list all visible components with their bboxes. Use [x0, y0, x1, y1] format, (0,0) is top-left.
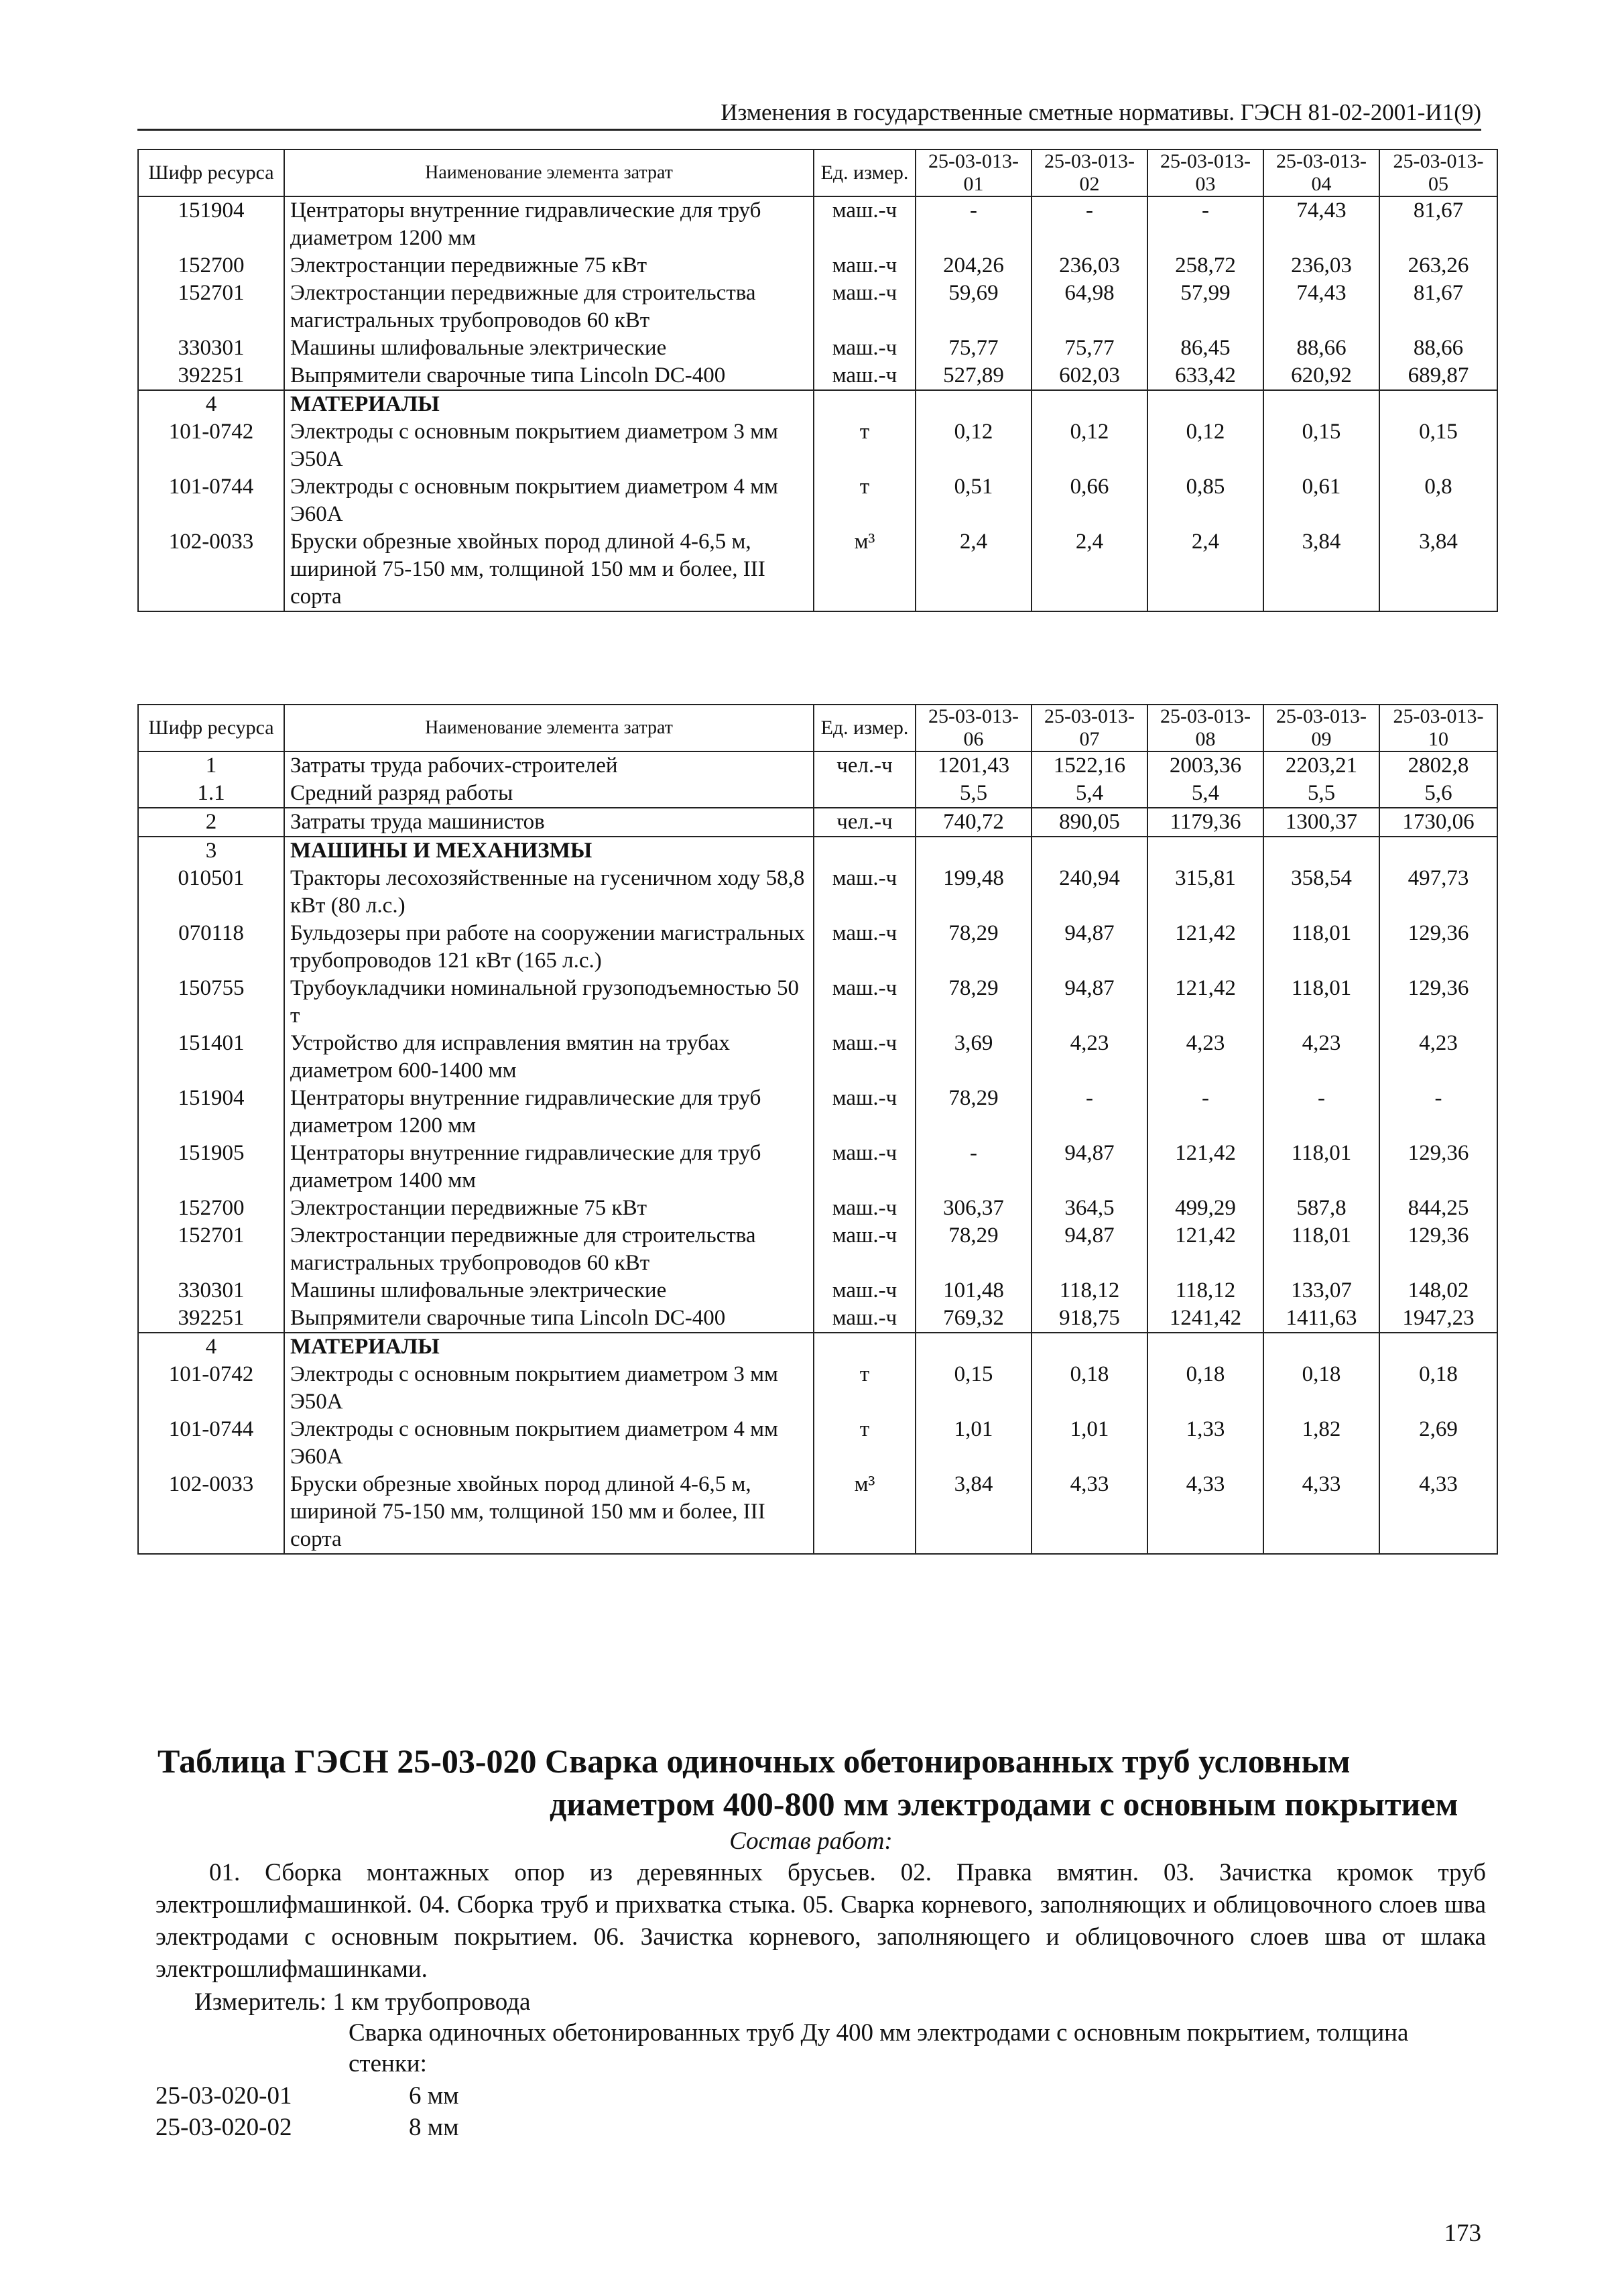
resource-value: 121,42	[1147, 1140, 1263, 1195]
resource-value	[1032, 390, 1147, 418]
resource-value: 844,25	[1379, 1195, 1497, 1222]
work-composition-title: Состав работ:	[729, 1827, 893, 1855]
column-header: Наименование элемента затрат	[284, 149, 814, 196]
resource-value	[1147, 390, 1263, 418]
resource-unit: т	[814, 1361, 916, 1416]
resource-value: 315,81	[1147, 865, 1263, 920]
resource-code: 101-0744	[138, 1416, 284, 1471]
resource-value: 0,66	[1032, 473, 1147, 528]
resource-value: 81,67	[1379, 196, 1497, 252]
resource-name: Выпрямители сварочные типа Lincoln DC-400	[284, 362, 814, 390]
resource-value: 5,5	[916, 780, 1032, 808]
resource-value	[916, 1333, 1032, 1361]
resource-name: Электроды с основным покрытием диаметром 3 мм Э50А	[284, 418, 814, 473]
resource-unit: маш.-ч	[814, 1140, 916, 1195]
resource-value: 0,15	[1263, 418, 1379, 473]
table-row	[138, 837, 1497, 865]
resource-value: 1,82	[1263, 1416, 1379, 1471]
resource-name: Электроды с основным покрытием диаметром 4 мм Э60А	[284, 1416, 814, 1471]
norm-code-row	[155, 2113, 459, 2142]
resource-code: 101-0742	[138, 418, 284, 473]
resource-value: 0,12	[1147, 418, 1263, 473]
resource-value: 94,87	[1032, 1222, 1147, 1277]
table-row	[138, 280, 1497, 335]
resource-value: 2,4	[1032, 528, 1147, 611]
resource-name: Электроды с основным покрытием диаметром 3 мм Э50А	[284, 1361, 814, 1416]
resource-value: 633,42	[1147, 362, 1263, 390]
resource-value: 1522,16	[1032, 751, 1147, 780]
resource-code: 152701	[138, 1222, 284, 1277]
page-header	[137, 94, 1481, 131]
resource-value: 118,01	[1263, 1222, 1379, 1277]
resource-value: 240,94	[1032, 865, 1147, 920]
resource-code: 3	[138, 837, 284, 865]
table-row	[138, 1222, 1497, 1277]
table-row	[138, 920, 1497, 975]
resource-value: 364,5	[1032, 1195, 1147, 1222]
resource-value: 2802,8	[1379, 751, 1497, 780]
column-header: 25-03-013-04	[1263, 149, 1379, 196]
resource-value: 81,67	[1379, 280, 1497, 335]
section-title-line1: Таблица ГЭСН 25-03-020 Сварка одиночных обетонированных труб условным	[158, 1742, 1351, 1780]
resource-value: 0,18	[1032, 1361, 1147, 1416]
resource-name: Электростанции передвижные для строительства магистральных трубопроводов 60 кВт	[284, 1222, 814, 1277]
resource-value: 0,61	[1263, 473, 1379, 528]
table-row	[138, 1277, 1497, 1305]
resource-code: 151904	[138, 196, 284, 252]
resource-value: 4,33	[1147, 1471, 1263, 1554]
table-row	[138, 1195, 1497, 1222]
resource-value: 2,4	[916, 528, 1032, 611]
resource-value: 94,87	[1032, 975, 1147, 1030]
section-title-line2: диаметром 400-800 мм электродами с основным покрытием	[550, 1785, 1458, 1823]
resource-name: Машины шлифовальные электрические	[284, 1277, 814, 1305]
resource-value: 118,01	[1263, 920, 1379, 975]
resource-value: 86,45	[1147, 335, 1263, 362]
resource-code: 070118	[138, 920, 284, 975]
table-row	[138, 1140, 1497, 1195]
resource-unit: маш.-ч	[814, 1195, 916, 1222]
resource-name: МАШИНЫ И МЕХАНИЗМЫ	[284, 837, 814, 865]
resource-value: 587,8	[1263, 1195, 1379, 1222]
resource-value: 1,01	[916, 1416, 1032, 1471]
resource-value: 3,84	[1263, 528, 1379, 611]
table-row	[138, 1085, 1497, 1140]
resource-value: 59,69	[916, 280, 1032, 335]
resource-value: 236,03	[1263, 252, 1379, 280]
table-row	[138, 1305, 1497, 1333]
resource-value: 78,29	[916, 1222, 1032, 1277]
resource-value: 5,4	[1147, 780, 1263, 808]
resource-unit: маш.-ч	[814, 335, 916, 362]
resource-value: 121,42	[1147, 920, 1263, 975]
table-row	[138, 1361, 1497, 1416]
resource-value: 129,36	[1379, 975, 1497, 1030]
resource-value: 101,48	[916, 1277, 1032, 1305]
resource-code: 150755	[138, 975, 284, 1030]
resource-value: 499,29	[1147, 1195, 1263, 1222]
resource-unit: т	[814, 473, 916, 528]
column-header: 25-03-013-10	[1379, 705, 1497, 751]
resource-value: 1241,42	[1147, 1305, 1263, 1333]
resource-name: Затраты труда машинистов	[284, 808, 814, 837]
resource-code: 4	[138, 1333, 284, 1361]
resource-value	[916, 390, 1032, 418]
table-row	[138, 362, 1497, 390]
resource-value	[1263, 837, 1379, 865]
resource-code: 1.1	[138, 780, 284, 808]
resource-name: Электростанции передвижные для строительства магистральных трубопроводов 60 кВт	[284, 280, 814, 335]
resource-value: 0,12	[1032, 418, 1147, 473]
resource-value: 0,18	[1147, 1361, 1263, 1416]
resource-unit: чел.-ч	[814, 751, 916, 780]
resource-value	[1147, 1333, 1263, 1361]
resource-code: 4	[138, 390, 284, 418]
resource-value: 1730,06	[1379, 808, 1497, 837]
column-header: 25-03-013-02	[1032, 149, 1147, 196]
resource-value: 4,23	[1379, 1030, 1497, 1085]
resource-value: 2,69	[1379, 1416, 1497, 1471]
resource-value: 129,36	[1379, 1140, 1497, 1195]
column-header: 25-03-013-06	[916, 705, 1032, 751]
column-header: 25-03-013-03	[1147, 149, 1263, 196]
resource-value	[916, 837, 1032, 865]
resource-value: 88,66	[1379, 335, 1497, 362]
resource-value: 204,26	[916, 252, 1032, 280]
table-row	[138, 528, 1497, 611]
column-header: 25-03-013-08	[1147, 705, 1263, 751]
resource-value: 78,29	[916, 920, 1032, 975]
resource-name: Бруски обрезные хвойных пород длиной 4-6,5 м, шириной 75-150 мм, толщиной 150 мм и более, III сорта	[284, 1471, 814, 1554]
resource-name: МАТЕРИАЛЫ	[284, 390, 814, 418]
resource-value: 890,05	[1032, 808, 1147, 837]
column-header: 25-03-013-09	[1263, 705, 1379, 751]
table-row	[138, 975, 1497, 1030]
meter-text: Измеритель: 1 км трубопровода	[194, 1988, 531, 2016]
resource-value: 57,99	[1147, 280, 1263, 335]
table-row	[138, 780, 1497, 808]
resource-value: 1947,23	[1379, 1305, 1497, 1333]
resource-value	[1379, 1333, 1497, 1361]
resource-value: 74,43	[1263, 196, 1379, 252]
norm-code: 25-03-020-01	[155, 2082, 292, 2110]
resource-value: 74,43	[1263, 280, 1379, 335]
resource-name: Средний разряд работы	[284, 780, 814, 808]
resource-value: 133,07	[1263, 1277, 1379, 1305]
resource-value: 129,36	[1379, 920, 1497, 975]
resource-unit: маш.-ч	[814, 252, 916, 280]
resource-value: 118,01	[1263, 1140, 1379, 1195]
resource-name: Тракторы лесохозяйственные на гусеничном ходу 58,8 кВт (80 л.с.)	[284, 865, 814, 920]
resource-unit: маш.-ч	[814, 1085, 916, 1140]
column-header: 25-03-013-07	[1032, 705, 1147, 751]
resource-name: Бруски обрезные хвойных пород длиной 4-6,5 м, шириной 75-150 мм, толщиной 150 мм и более, III сорта	[284, 528, 814, 611]
resource-unit: м³	[814, 1471, 916, 1554]
resource-value: 129,36	[1379, 1222, 1497, 1277]
norm-code-row	[155, 2081, 459, 2110]
resource-value: 1201,43	[916, 751, 1032, 780]
resource-unit	[814, 837, 916, 865]
resource-code: 151904	[138, 1085, 284, 1140]
resource-code: 010501	[138, 865, 284, 920]
resource-value	[1263, 1333, 1379, 1361]
resource-name: МАТЕРИАЛЫ	[284, 1333, 814, 1361]
resource-code: 151401	[138, 1030, 284, 1085]
resource-value: 121,42	[1147, 975, 1263, 1030]
resource-value: 4,23	[1032, 1030, 1147, 1085]
resource-unit	[814, 390, 916, 418]
resource-name: Выпрямители сварочные типа Lincoln DC-400	[284, 1305, 814, 1333]
table-row	[138, 751, 1497, 780]
resource-code: 392251	[138, 1305, 284, 1333]
resource-value: 5,5	[1263, 780, 1379, 808]
resource-name: Бульдозеры при работе на сооружении магистральных трубопроводов 121 кВт (165 л.с.)	[284, 920, 814, 975]
resource-value: 88,66	[1263, 335, 1379, 362]
resource-code: 102-0033	[138, 1471, 284, 1554]
resource-code: 152700	[138, 252, 284, 280]
resource-value: 4,23	[1263, 1030, 1379, 1085]
table-row	[138, 252, 1497, 280]
table-row	[138, 196, 1497, 252]
resource-code: 1	[138, 751, 284, 780]
resource-value: 0,85	[1147, 473, 1263, 528]
resource-value: 769,32	[916, 1305, 1032, 1333]
resource-name: Устройство для исправления вмятин на трубах диаметром 600-1400 мм	[284, 1030, 814, 1085]
resource-code: 330301	[138, 1277, 284, 1305]
resource-value: -	[1032, 1085, 1147, 1140]
resource-name: Трубоукладчики номинальной грузоподъемностью 50 т	[284, 975, 814, 1030]
resource-unit: маш.-ч	[814, 1277, 916, 1305]
resource-value: -	[1147, 1085, 1263, 1140]
table-row	[138, 808, 1497, 837]
resource-name: Центраторы внутренние гидравлические для труб диаметром 1400 мм	[284, 1140, 814, 1195]
table-row	[138, 1416, 1497, 1471]
page-number: 173	[1444, 2220, 1481, 2247]
resource-unit: м³	[814, 528, 916, 611]
header-text: Изменения в государственные сметные нормативы. ГЭСН 81-02-2001-И1(9)	[721, 99, 1481, 125]
resource-value: 0,8	[1379, 473, 1497, 528]
resource-value: 2,4	[1147, 528, 1263, 611]
resource-unit: маш.-ч	[814, 865, 916, 920]
table-row	[138, 473, 1497, 528]
resource-value: 3,69	[916, 1030, 1032, 1085]
resource-name: Электростанции передвижные 75 кВт	[284, 1195, 814, 1222]
resource-table-2	[137, 704, 1498, 1555]
resource-value: 75,77	[916, 335, 1032, 362]
resource-value: 4,23	[1147, 1030, 1263, 1085]
resource-value: 497,73	[1379, 865, 1497, 920]
norm-value: 6 мм	[409, 2082, 459, 2110]
resource-value: 5,4	[1032, 780, 1147, 808]
resource-code: 330301	[138, 335, 284, 362]
resource-value: 0,51	[916, 473, 1032, 528]
resource-value: 94,87	[1032, 920, 1147, 975]
resource-name: Затраты труда рабочих-строителей	[284, 751, 814, 780]
resource-value: 689,87	[1379, 362, 1497, 390]
resource-unit: маш.-ч	[814, 196, 916, 252]
column-header: Шифр ресурса	[138, 149, 284, 196]
resource-value: 78,29	[916, 1085, 1032, 1140]
resource-value	[1032, 837, 1147, 865]
resource-value: 620,92	[1263, 362, 1379, 390]
resource-value: 0,18	[1379, 1361, 1497, 1416]
table-row	[138, 418, 1497, 473]
resource-value: 199,48	[916, 865, 1032, 920]
norm-description: Сварка одиночных обетонированных труб Ду 400 мм электродами с основным покрытием, толщина стенки:	[349, 2019, 1409, 2077]
resource-value: -	[1379, 1085, 1497, 1140]
resource-value: 4,33	[1263, 1471, 1379, 1554]
resource-unit: маш.-ч	[814, 280, 916, 335]
resource-code: 101-0742	[138, 1361, 284, 1416]
column-header: Наименование элемента затрат	[284, 705, 814, 751]
table-row	[138, 1471, 1497, 1554]
resource-unit: маш.-ч	[814, 1222, 916, 1277]
resource-code: 101-0744	[138, 473, 284, 528]
resource-value	[1032, 1333, 1147, 1361]
table-row	[138, 390, 1497, 418]
resource-value: 3,84	[1379, 528, 1497, 611]
resource-name: Центраторы внутренние гидравлические для труб диаметром 1200 мм	[284, 1085, 814, 1140]
resource-value	[1263, 390, 1379, 418]
resource-value: 740,72	[916, 808, 1032, 837]
resource-value: 1,01	[1032, 1416, 1147, 1471]
resource-value: 0,15	[916, 1361, 1032, 1416]
resource-value: 78,29	[916, 975, 1032, 1030]
table-row	[138, 335, 1497, 362]
resource-code: 2	[138, 808, 284, 837]
resource-unit: маш.-ч	[814, 1030, 916, 1085]
resource-value: 602,03	[1032, 362, 1147, 390]
resource-unit: маш.-ч	[814, 975, 916, 1030]
resource-value: 2003,36	[1147, 751, 1263, 780]
resource-value: 148,02	[1379, 1277, 1497, 1305]
resource-value: 75,77	[1032, 335, 1147, 362]
resource-value: 118,12	[1032, 1277, 1147, 1305]
resource-code: 102-0033	[138, 528, 284, 611]
resource-value: 5,6	[1379, 780, 1497, 808]
resource-unit: т	[814, 418, 916, 473]
resource-value: 64,98	[1032, 280, 1147, 335]
norm-code: 25-03-020-02	[155, 2114, 292, 2141]
resource-value: 1179,36	[1147, 808, 1263, 837]
resource-value: 306,37	[916, 1195, 1032, 1222]
resource-value: -	[916, 1140, 1032, 1195]
column-header: 25-03-013-01	[916, 149, 1032, 196]
resource-value: 4,33	[1032, 1471, 1147, 1554]
resource-name: Машины шлифовальные электрические	[284, 335, 814, 362]
table-row	[138, 1030, 1497, 1085]
resource-value: 118,01	[1263, 975, 1379, 1030]
resource-value: 0,18	[1263, 1361, 1379, 1416]
resource-table-1	[137, 149, 1498, 612]
resource-value: 2203,21	[1263, 751, 1379, 780]
resource-name: Электростанции передвижные 75 кВт	[284, 252, 814, 280]
resource-value	[1379, 390, 1497, 418]
resource-value: 118,12	[1147, 1277, 1263, 1305]
resource-value: 236,03	[1032, 252, 1147, 280]
column-header: 25-03-013-05	[1379, 149, 1497, 196]
resource-value: 1,33	[1147, 1416, 1263, 1471]
resource-value: 121,42	[1147, 1222, 1263, 1277]
resource-unit: маш.-ч	[814, 362, 916, 390]
column-header: Ед. измер.	[814, 705, 916, 751]
norm-value: 8 мм	[409, 2114, 459, 2141]
resource-name: Электроды с основным покрытием диаметром 4 мм Э60А	[284, 473, 814, 528]
resource-value: 527,89	[916, 362, 1032, 390]
resource-value: 1411,63	[1263, 1305, 1379, 1333]
column-header: Ед. измер.	[814, 149, 916, 196]
resource-value: -	[916, 196, 1032, 252]
resource-code: 152701	[138, 280, 284, 335]
resource-unit: маш.-ч	[814, 1305, 916, 1333]
resource-value: 263,26	[1379, 252, 1497, 280]
resource-value: -	[1263, 1085, 1379, 1140]
work-composition-text: 01. Сборка монтажных опор из деревянных брусьев. 02. Правка вмятин. 03. Зачистка кромок труб электрошлифмашинкой. 04. Сборка труб и прихватка стыка. 05. Сварка корневого, заполняющих и облицовочного слоев шва электродами с основным покрытием. 06. Зачистка корневого, заполняющего и облицовочного слоев шва от шлака электрошлифмашинками.	[155, 1859, 1486, 1983]
resource-value: 4,33	[1379, 1471, 1497, 1554]
resource-code: 392251	[138, 362, 284, 390]
resource-value: 0,15	[1379, 418, 1497, 473]
resource-code: 152700	[138, 1195, 284, 1222]
resource-value: 258,72	[1147, 252, 1263, 280]
resource-name: Центраторы внутренние гидравлические для труб диаметром 1200 мм	[284, 196, 814, 252]
resource-value	[1147, 837, 1263, 865]
table-row	[138, 865, 1497, 920]
resource-value: 1300,37	[1263, 808, 1379, 837]
resource-value: 358,54	[1263, 865, 1379, 920]
resource-value: -	[1147, 196, 1263, 252]
resource-unit	[814, 1333, 916, 1361]
resource-value: 0,12	[916, 418, 1032, 473]
resource-value	[1379, 837, 1497, 865]
resource-unit: маш.-ч	[814, 920, 916, 975]
resource-unit	[814, 780, 916, 808]
resource-value: 918,75	[1032, 1305, 1147, 1333]
resource-code: 151905	[138, 1140, 284, 1195]
resource-unit: чел.-ч	[814, 808, 916, 837]
column-header: Шифр ресурса	[138, 705, 284, 751]
resource-value: 94,87	[1032, 1140, 1147, 1195]
resource-value: 3,84	[916, 1471, 1032, 1554]
resource-unit: т	[814, 1416, 916, 1471]
section-title	[158, 1740, 1498, 1825]
table-row	[138, 1333, 1497, 1361]
resource-value: -	[1032, 196, 1147, 252]
